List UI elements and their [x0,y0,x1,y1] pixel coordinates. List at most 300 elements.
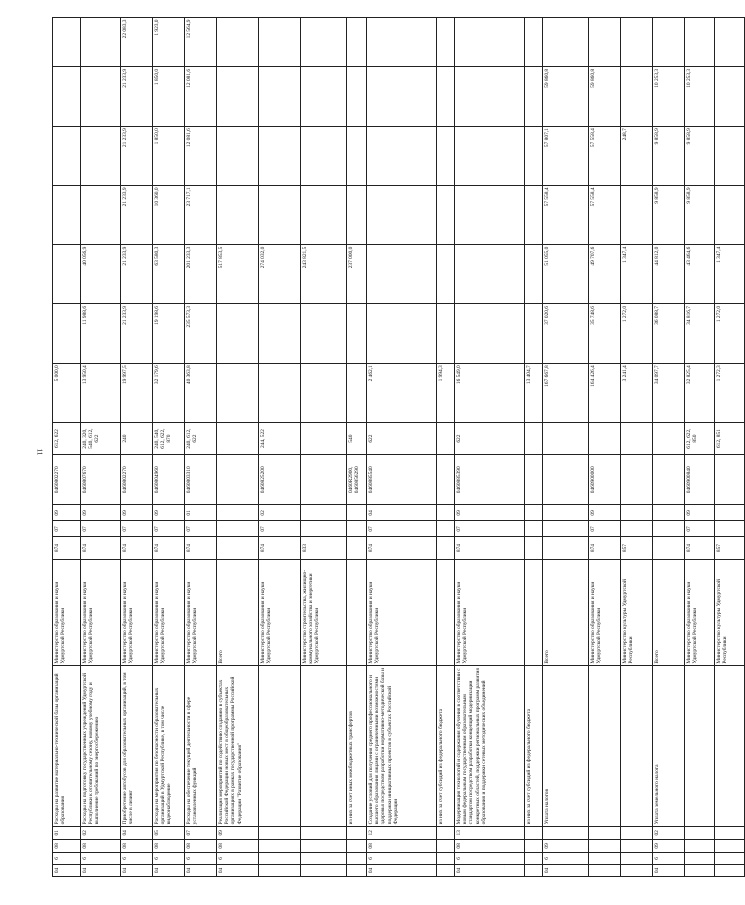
table-cell: Министерство образования и науки Удмуртской Республики [685,559,715,665]
table-cell [217,304,259,363]
table-cell: 1 272,3 [715,363,745,422]
table-cell: 02 [259,505,301,521]
table-cell [589,18,621,67]
table-cell: 04 [217,864,259,876]
table-row [621,18,653,877]
table-cell [367,67,437,126]
table-cell: 08 [53,839,81,852]
table-cell [525,864,543,876]
table-cell [217,505,259,521]
table-cell: Министерство культуры Удмуртской Республики [715,559,745,665]
table-cell: 6 [217,852,259,864]
table-cell: 01 [185,505,217,521]
table-cell: 21 233,9 [121,245,153,304]
table-cell [437,455,455,505]
table-cell [543,18,589,67]
table-cell [217,126,259,185]
table-cell: 57 558,4 [589,126,621,185]
table-cell [589,826,621,839]
table-cell [347,505,367,521]
table-cell [715,852,745,864]
table-cell [217,363,259,422]
table-cell [259,363,301,422]
table-cell: 09 [81,505,121,521]
table-cell: 34 816,7 [685,304,715,363]
table-cell: 02 [653,826,685,839]
table-cell: 874 [455,537,525,559]
table-cell [685,826,715,839]
table-cell: 833 [301,537,347,559]
table-cell: Министерство образования и науки Удмуртской Республики [367,559,437,665]
table-cell [525,185,543,244]
table-cell: Всего [217,559,259,665]
table-cell: 240 [121,423,153,455]
table-cell: 3 241,4 [621,363,653,422]
table-cell: 240, 540, 612, 622, 870 [153,423,185,455]
table-cell [715,67,745,126]
table-cell: 10 253,3 [653,67,685,126]
table-cell: 19 997,5 [121,363,153,422]
table-cell: 12 081,6 [185,67,217,126]
table-cell: 6 [185,852,217,864]
table-cell: 9 858,9 [653,126,685,185]
table-cell [437,864,455,876]
table-row [715,18,745,877]
table-cell: 40 363,8 [185,363,217,422]
table-cell: 10 253,3 [685,67,715,126]
table-cell [347,18,367,67]
table-cell: 612, 622, 850 [685,423,715,455]
table-cell [81,67,121,126]
table-cell: 0460885390 [455,455,525,505]
table-cell [301,363,347,422]
budget-table [52,17,745,877]
table-cell: 6 [367,852,437,864]
table-cell: 57 558,4 [543,185,589,244]
table-cell [347,185,367,244]
table-cell: 37 020,6 [543,304,589,363]
table-cell: 12 081,6 [185,126,217,185]
table-cell [437,245,455,304]
table-cell [621,185,653,244]
table-cell: 612, 851 [715,423,745,455]
table-cell: 09 [589,505,621,521]
table-cell [715,521,745,537]
table-cell: 07 [121,521,153,537]
table-cell: Министерство культуры Удмуртской Республики [621,559,653,665]
table-cell: 857 [715,537,745,559]
table-cell: 874 [259,537,301,559]
table-cell: 09 [455,505,525,521]
table-cell: 08 [81,839,121,852]
table-cell: 874 [367,537,437,559]
table-cell [259,852,301,864]
table-cell [543,455,589,505]
table-cell: Создание условий для получения среднего профессионального и высшего образования лицами с ограниченными возможностями здоровья посредством разработки нормативно-методической базы и поддержки инициативных проектов в субъектах Российской Федерации [367,666,437,827]
table-cell: 04 [653,864,685,876]
table-cell [621,455,653,505]
table-cell [715,126,745,185]
table-cell [621,864,653,876]
table-cell: 08 [217,839,259,852]
table-cell: 0460900840 [685,455,715,505]
table-cell: Министерство образования и науки Удмуртской Республики [185,559,217,665]
table-cell [589,839,621,852]
table-cell: 1 347,4 [621,245,653,304]
table-cell [301,521,347,537]
table-row [301,18,347,877]
table-cell: 6 [543,852,589,864]
table-cell: 243 821,5 [301,245,347,304]
table-cell [259,826,301,839]
table-cell: 21 233,9 [121,67,153,126]
table-cell [715,505,745,521]
table-cell: 6 [53,852,81,864]
table-row [455,18,525,877]
table-cell: 09 [53,505,81,521]
table-cell: 164 426,4 [589,363,621,422]
table-cell: 57 558,4 [589,185,621,244]
table-cell: 59 860,8 [589,67,621,126]
table-cell: 34 097,7 [653,363,685,422]
table-cell [525,521,543,537]
table-cell: 07 [185,521,217,537]
table-cell [715,864,745,876]
table-cell: Расходы на подготовку государственных учреждений Удмуртской Республики к отопительному сезону, новому учебному году и выполнение требований по энергосбережению [81,666,121,827]
table-row [437,18,455,877]
table-cell: 1 347,4 [715,245,745,304]
table-cell: 07 [259,521,301,537]
table-cell [53,18,81,67]
table-cell [715,18,745,67]
table-cell: 874 [685,537,715,559]
table-cell: 540 [347,423,367,455]
table-cell: 5 000,0 [53,363,81,422]
table-cell [301,826,347,839]
table-cell [301,67,347,126]
table-cell [455,185,525,244]
table-cell [653,18,685,67]
table-cell [455,245,525,304]
table-cell: 12 564,9 [185,18,217,67]
table-cell: 0460825200 [259,455,301,505]
table-row [543,18,589,877]
table-cell: 13 [455,826,525,839]
table-row [347,18,367,877]
table-cell [259,185,301,244]
table-cell: 9 858,9 [653,185,685,244]
table-cell: 13 404,7 [525,363,543,422]
table-cell: Уплата земельного налога [653,666,685,827]
table-cell [53,304,81,363]
table-cell [621,852,653,864]
table-cell [437,521,455,537]
table-cell: 22 083,3 [121,18,153,67]
table-cell: 09 [543,839,589,852]
table-row [53,18,81,877]
table-cell: 237 000,0 [347,245,367,304]
table-cell [525,505,543,521]
table-cell: 248,7 [621,126,653,185]
table-cell: 1 850,0 [153,67,185,126]
table-cell: из них за счет субсидий из федерального бюджета [437,666,455,827]
table-cell: из них за счет субсидий из федерального бюджета [525,666,543,827]
table-cell: 622 [455,423,525,455]
table-cell: 874 [81,537,121,559]
table-cell: 12 [367,826,437,839]
table-cell: 09 [653,839,685,852]
table-cell [715,826,745,839]
table-cell [367,126,437,185]
table-cell [525,455,543,505]
table-cell [301,185,347,244]
table-cell [437,852,455,864]
table-cell [455,126,525,185]
table-cell: 21 233,9 [121,126,153,185]
table-cell: 08 [121,839,153,852]
table-cell: 1 272,0 [715,304,745,363]
table-cell: 0460804960 [153,455,185,505]
table-row [153,18,185,877]
rotated-table-wrapper [52,17,729,877]
table-cell [543,826,589,839]
table-cell [525,18,543,67]
table-cell [347,537,367,559]
table-cell [653,455,685,505]
table-cell: 08 [153,839,185,852]
table-cell: 612, 622 [53,423,81,455]
table-cell: 04 [367,505,437,521]
table-cell [437,18,455,67]
table-cell: 874 [589,537,621,559]
table-cell: 04 [455,864,525,876]
table-cell: 09 [217,826,259,839]
table-cell [653,423,685,455]
table-cell: 32 825,4 [685,363,715,422]
table-cell: 07 [185,826,217,839]
table-cell: 517 853,5 [217,245,259,304]
table-cell [347,864,367,876]
table-cell [685,839,715,852]
table-cell [301,126,347,185]
table-cell [437,826,455,839]
table-cell [301,455,347,505]
table-cell: 274 032,0 [259,245,301,304]
table-cell [301,839,347,852]
table-cell [525,67,543,126]
table-cell: 622 [367,423,437,455]
table-cell [347,521,367,537]
table-cell [525,826,543,839]
table-cell: 40 056,9 [81,245,121,304]
table-cell: 51 055,0 [543,245,589,304]
table-cell: 0460803310 [185,455,217,505]
table-cell: 49 707,6 [589,245,621,304]
table-cell: Расходы на мероприятия по безопасности образовательных организаций в Удмуртской Республике, в том числе видеонаблюдение [153,666,185,827]
table-cell: Министерство образования и науки Удмуртской Республики [153,559,185,665]
table-cell: 874 [121,537,153,559]
table-cell: 07 [685,521,715,537]
table-cell [217,537,259,559]
table-row [217,18,259,877]
table-cell: Министерство образования и науки Удмуртской Республики [455,559,525,665]
table-cell [685,864,715,876]
table-cell [259,126,301,185]
table-cell [81,18,121,67]
table-cell [589,864,621,876]
table-cell: Уплата налогов [543,666,589,827]
table-cell [301,852,347,864]
table-cell [715,185,745,244]
table-cell [715,455,745,505]
table-cell: Министерство образования и науки Удмуртской Республики [81,559,121,665]
table-cell [543,521,589,537]
table-cell [653,521,685,537]
table-cell [347,304,367,363]
table-cell: 63 580,3 [153,245,185,304]
table-cell [347,826,367,839]
table-cell [259,839,301,852]
table-cell [621,423,653,455]
table-cell: 874 [185,537,217,559]
table-cell [347,559,367,665]
table-cell: 07 [81,521,121,537]
table-cell: 43 464,6 [685,245,715,304]
table-cell [259,67,301,126]
table-cell [81,126,121,185]
table-cell [525,423,543,455]
table-cell [525,537,543,559]
table-cell [347,67,367,126]
table-cell: 08 [367,839,437,852]
table-cell [621,666,653,827]
table-cell: 04 [185,864,217,876]
table-cell: 09 [153,505,185,521]
table-row [685,18,715,877]
table-cell [437,559,455,665]
table-cell [437,505,455,521]
table-cell: Министерство образования и науки Удмуртской Республики [53,559,81,665]
table-cell: 44 812,0 [653,245,685,304]
table-cell: Министерство строительства, жилищно-коммунального хозяйства и энергетики Удмуртской Республики [301,559,347,665]
table-cell [217,18,259,67]
table-cell [653,505,685,521]
table-row [367,18,437,877]
table-cell [437,423,455,455]
table-cell [367,18,437,67]
table-cell: 1 850,0 [153,126,185,185]
table-cell: 10 360,0 [153,185,185,244]
table-cell [53,126,81,185]
table-cell: 9 858,9 [685,126,715,185]
table-cell [455,304,525,363]
table-cell: 0460900000 [589,455,621,505]
table-cell: 01 [53,826,81,839]
table-cell: 04 [121,864,153,876]
table-cell: Всего [653,559,685,665]
table-cell: 6 [81,852,121,864]
table-cell: 04 [367,864,437,876]
table-cell: 0460802270 [121,455,153,505]
table-cell [685,666,715,827]
table-cell [301,423,347,455]
table-cell: 21 233,9 [121,304,153,363]
table-cell [525,245,543,304]
table-cell [715,839,745,852]
table-cell: 32 179,6 [153,363,185,422]
table-cell: 1 923,0 [153,18,185,67]
table-cell [525,304,543,363]
table-cell: 9 858,9 [685,185,715,244]
table-cell: Министерство образования и науки Удмуртской Республики [121,559,153,665]
table-cell [347,839,367,852]
table-cell [347,852,367,864]
table-cell [437,839,455,852]
table-cell: 6 [153,852,185,864]
table-cell: 0460885540 [367,455,437,505]
table-cell: 240, 612, 622 [185,423,217,455]
table-cell: 167 667,8 [543,363,589,422]
table-cell [525,559,543,665]
table-cell [217,185,259,244]
table-cell: 21 233,9 [121,185,153,244]
table-cell [437,304,455,363]
table-cell: 874 [153,537,185,559]
table-cell [437,537,455,559]
table-cell [543,423,589,455]
table-cell [367,304,437,363]
table-cell: 1 994,3 [437,363,455,422]
table-cell [589,666,621,827]
table-cell: Расходы на обеспечение текущей деятельности в сфере установленных функций [185,666,217,827]
table-cell: 35 748,6 [589,304,621,363]
table-cell [53,185,81,244]
table-cell: 11 988,6 [81,304,121,363]
table-cell: 857 [621,537,653,559]
table-cell: 244, 522 [259,423,301,455]
table-cell [621,18,653,67]
table-cell [53,245,81,304]
table-cell [525,839,543,852]
table-cell [437,67,455,126]
table-cell: Реализация мероприятий по содействию созданию в субъектах Российской Федерации новых мест в общеобразовательных организациях в рамках государственной программы Российской Федерации "Развитие образования" [217,666,259,827]
table-cell [621,521,653,537]
table-cell: 04 [53,864,81,876]
table-cell [589,423,621,455]
table-cell: 07 [53,521,81,537]
table-cell: 09 [685,505,715,521]
table-cell: 07 [153,521,185,537]
table-cell [301,864,347,876]
table-cell [301,18,347,67]
table-cell [621,839,653,852]
table-cell: 23 717,1 [185,185,217,244]
table-row [653,18,685,877]
table-cell: 04 [121,826,153,839]
table-cell [685,852,715,864]
table-cell: 08 [185,839,217,852]
table-cell [301,304,347,363]
table-cell: 0460R2900, 0460856290 [347,455,367,505]
table-cell: Приобретение автобусов для образовательных организаций, в том числе в лизинг [121,666,153,827]
table-cell: 07 [455,521,525,537]
table-cell: 874 [53,537,81,559]
table-cell [347,363,367,422]
table-cell [621,826,653,839]
table-cell [53,67,81,126]
table-cell [589,852,621,864]
table-cell [259,864,301,876]
